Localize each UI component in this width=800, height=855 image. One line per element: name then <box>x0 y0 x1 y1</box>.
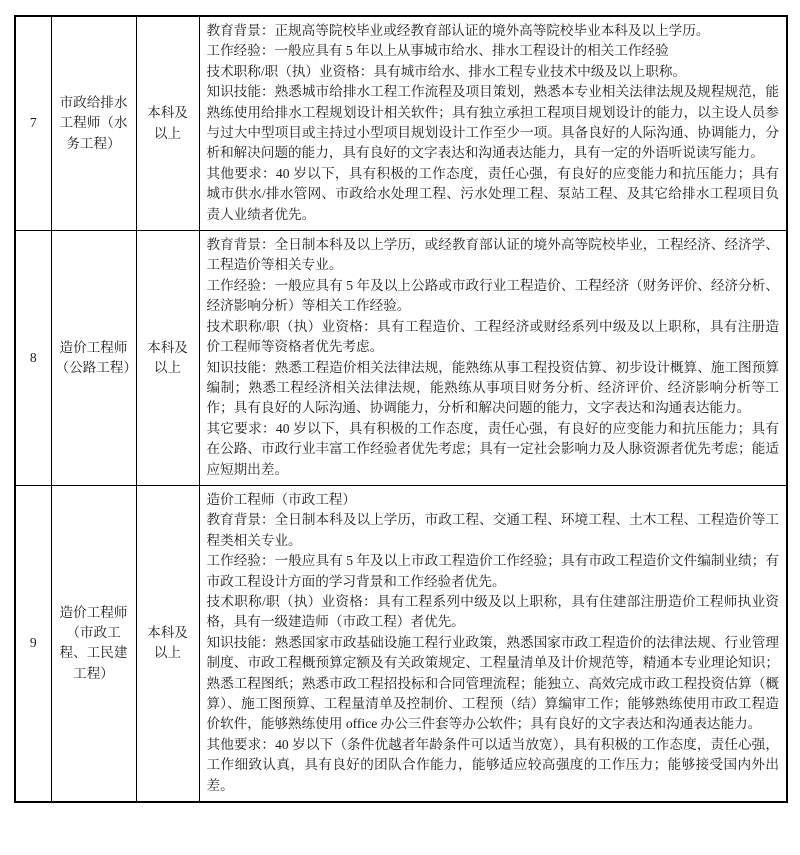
detail-professional-title: 技术职称/职（执）业资格：具有城市给水、排水工程专业技术中级及以上职称。 <box>206 63 687 79</box>
row-number: 7 <box>15 16 51 231</box>
education-requirement: 本科及以上 <box>136 16 199 231</box>
detail-knowledge-skills: 知识技能：熟悉城市给排水工程工作流程及项目策划，熟悉本专业相关法律法规及规程规范，能熟练使用给排水工程规划设计相关软件；具有独立承担工程项目规划设计的能力，以主设人员参与过大中型项目或主持过小型项目规划设计工作至少一项。具备良好的人际沟通、协调能力，分析和解决问题的能力，具有良好的文字表达和沟通表达能力，具有一定的外语听说读写能力。 <box>206 84 779 161</box>
position-title: 市政给排水工程师（水务工程） <box>51 16 136 231</box>
detail-education-background: 教育背景：全日制本科及以上学历，市政工程、交通工程、环境工程、土木工程、工程造价等工程类相关专业。 <box>206 512 779 548</box>
detail-other-requirements: 其他要求：40 岁以下（条件优越者年龄条件可以适当放宽），具有积极的工作态度，责任心强，工作细致认真，具有良好的团队合作能力，能够适应较高强度的工作压力；能够接受国内外出差。 <box>206 736 779 793</box>
detail-professional-title: 技术职称/职（执）业资格：具有工程系列中级及以上职称，具有住建部注册造价工程师执业资格，具有一级建造师（市政工程）者优先。 <box>206 593 779 630</box>
detail-work-experience: 工作经验：一般应具有 5 年以上从事城市给水、排水工程设计的相关工作经验 <box>206 43 669 59</box>
row-number: 9 <box>15 485 51 802</box>
detail-other-requirements: 其他要求：40 岁以下，具有积极的工作态度，责任心强，有良好的应变能力和抗压能力；具有城市供水/排水管网、市政给水处理工程、污水处理工程、泵站工程、及其它给排水工程项目负责人业绩者优先。 <box>206 165 779 222</box>
detail-work-experience: 工作经验：一般应具有 5 年及以上市政工程造价工作经验；具有市政工程造价文件编制业绩；有市政工程设计方面的学习背景和工作经验者优先。 <box>206 553 779 589</box>
requirements-cell <box>199 231 787 486</box>
education-requirement: 本科及以上 <box>136 485 199 802</box>
detail-work-experience: 工作经验：一般应具有 5 年及以上公路或市政行业工程造价、工程经济（财务评价、经济分析、经济影响分析）等相关工作经验。 <box>206 277 779 314</box>
detail-education-background: 教育背景：全日制本科及以上学历，或经教育部认证的境外高等院校毕业，工程经济、经济学、工程造价等相关专业。 <box>206 237 779 273</box>
detail-knowledge-skills: 知识技能：熟悉国家市政基础设施工程行业政策，熟悉国家市政工程造价的法律法规、行业管理制度、市政工程概预算定额及有关政策规定、工程量清单及计价规范等，精通本专业理论知识；熟悉工程图纸；熟悉市政工程招投标和合同管理流程；能独立、高效完成市政工程投资估算（概算）、施工图预算、工程量清单及控制价、工程预（结）算编审工作；能够熟练使用市政工程造价软件，能够熟练使用 office 办公三件套等办公软件；具有良好的文字表达和沟通表达能力。 <box>206 634 779 732</box>
detail-other-requirements: 其它要求：40 岁以下，具有积极的工作态度，责任心强，有良好的应变能力和抗压能力；具有在公路、市政行业丰富工作经验者优先考虑；具有一定社会影响力及人脉资源者优先考虑；能适应短期出差。 <box>206 420 779 477</box>
detail-professional-title: 技术职称/职（执）业资格：具有工程造价、工程经济或财经系列中级及以上职称，具有注册造价工程师等资格者优先考虑。 <box>206 318 779 355</box>
table-row-7 <box>15 16 787 231</box>
detail-education-background: 教育背景：正规高等院校毕业或经教育部认证的境外高等院校毕业本科及以上学历。 <box>206 23 710 38</box>
position-title: 造价工程师（公路工程） <box>51 231 136 486</box>
table-row-8 <box>15 231 787 486</box>
detail-knowledge-skills: 知识技能：熟悉工程造价相关法律法规，能熟练从事工程投资估算、初步设计概算、施工图预算编制；熟悉工程经济相关法律法规，能熟练从事项目财务分析、经济评价、经济影响分析等工作；具有良好的人际沟通、协调能力，分析和解决问题的能力，文字表达和沟通表达能力。 <box>206 359 779 416</box>
position-title: 造价工程师（市政工程、工民建工程） <box>51 485 136 802</box>
requirements-cell <box>199 485 787 802</box>
education-requirement: 本科及以上 <box>136 231 199 486</box>
table-row-9 <box>15 485 787 802</box>
detail-position-subtitle: 造价工程师（市政工程） <box>206 491 357 507</box>
job-requirements-table <box>14 15 788 803</box>
row-number: 8 <box>15 231 51 486</box>
requirements-cell <box>199 16 787 231</box>
